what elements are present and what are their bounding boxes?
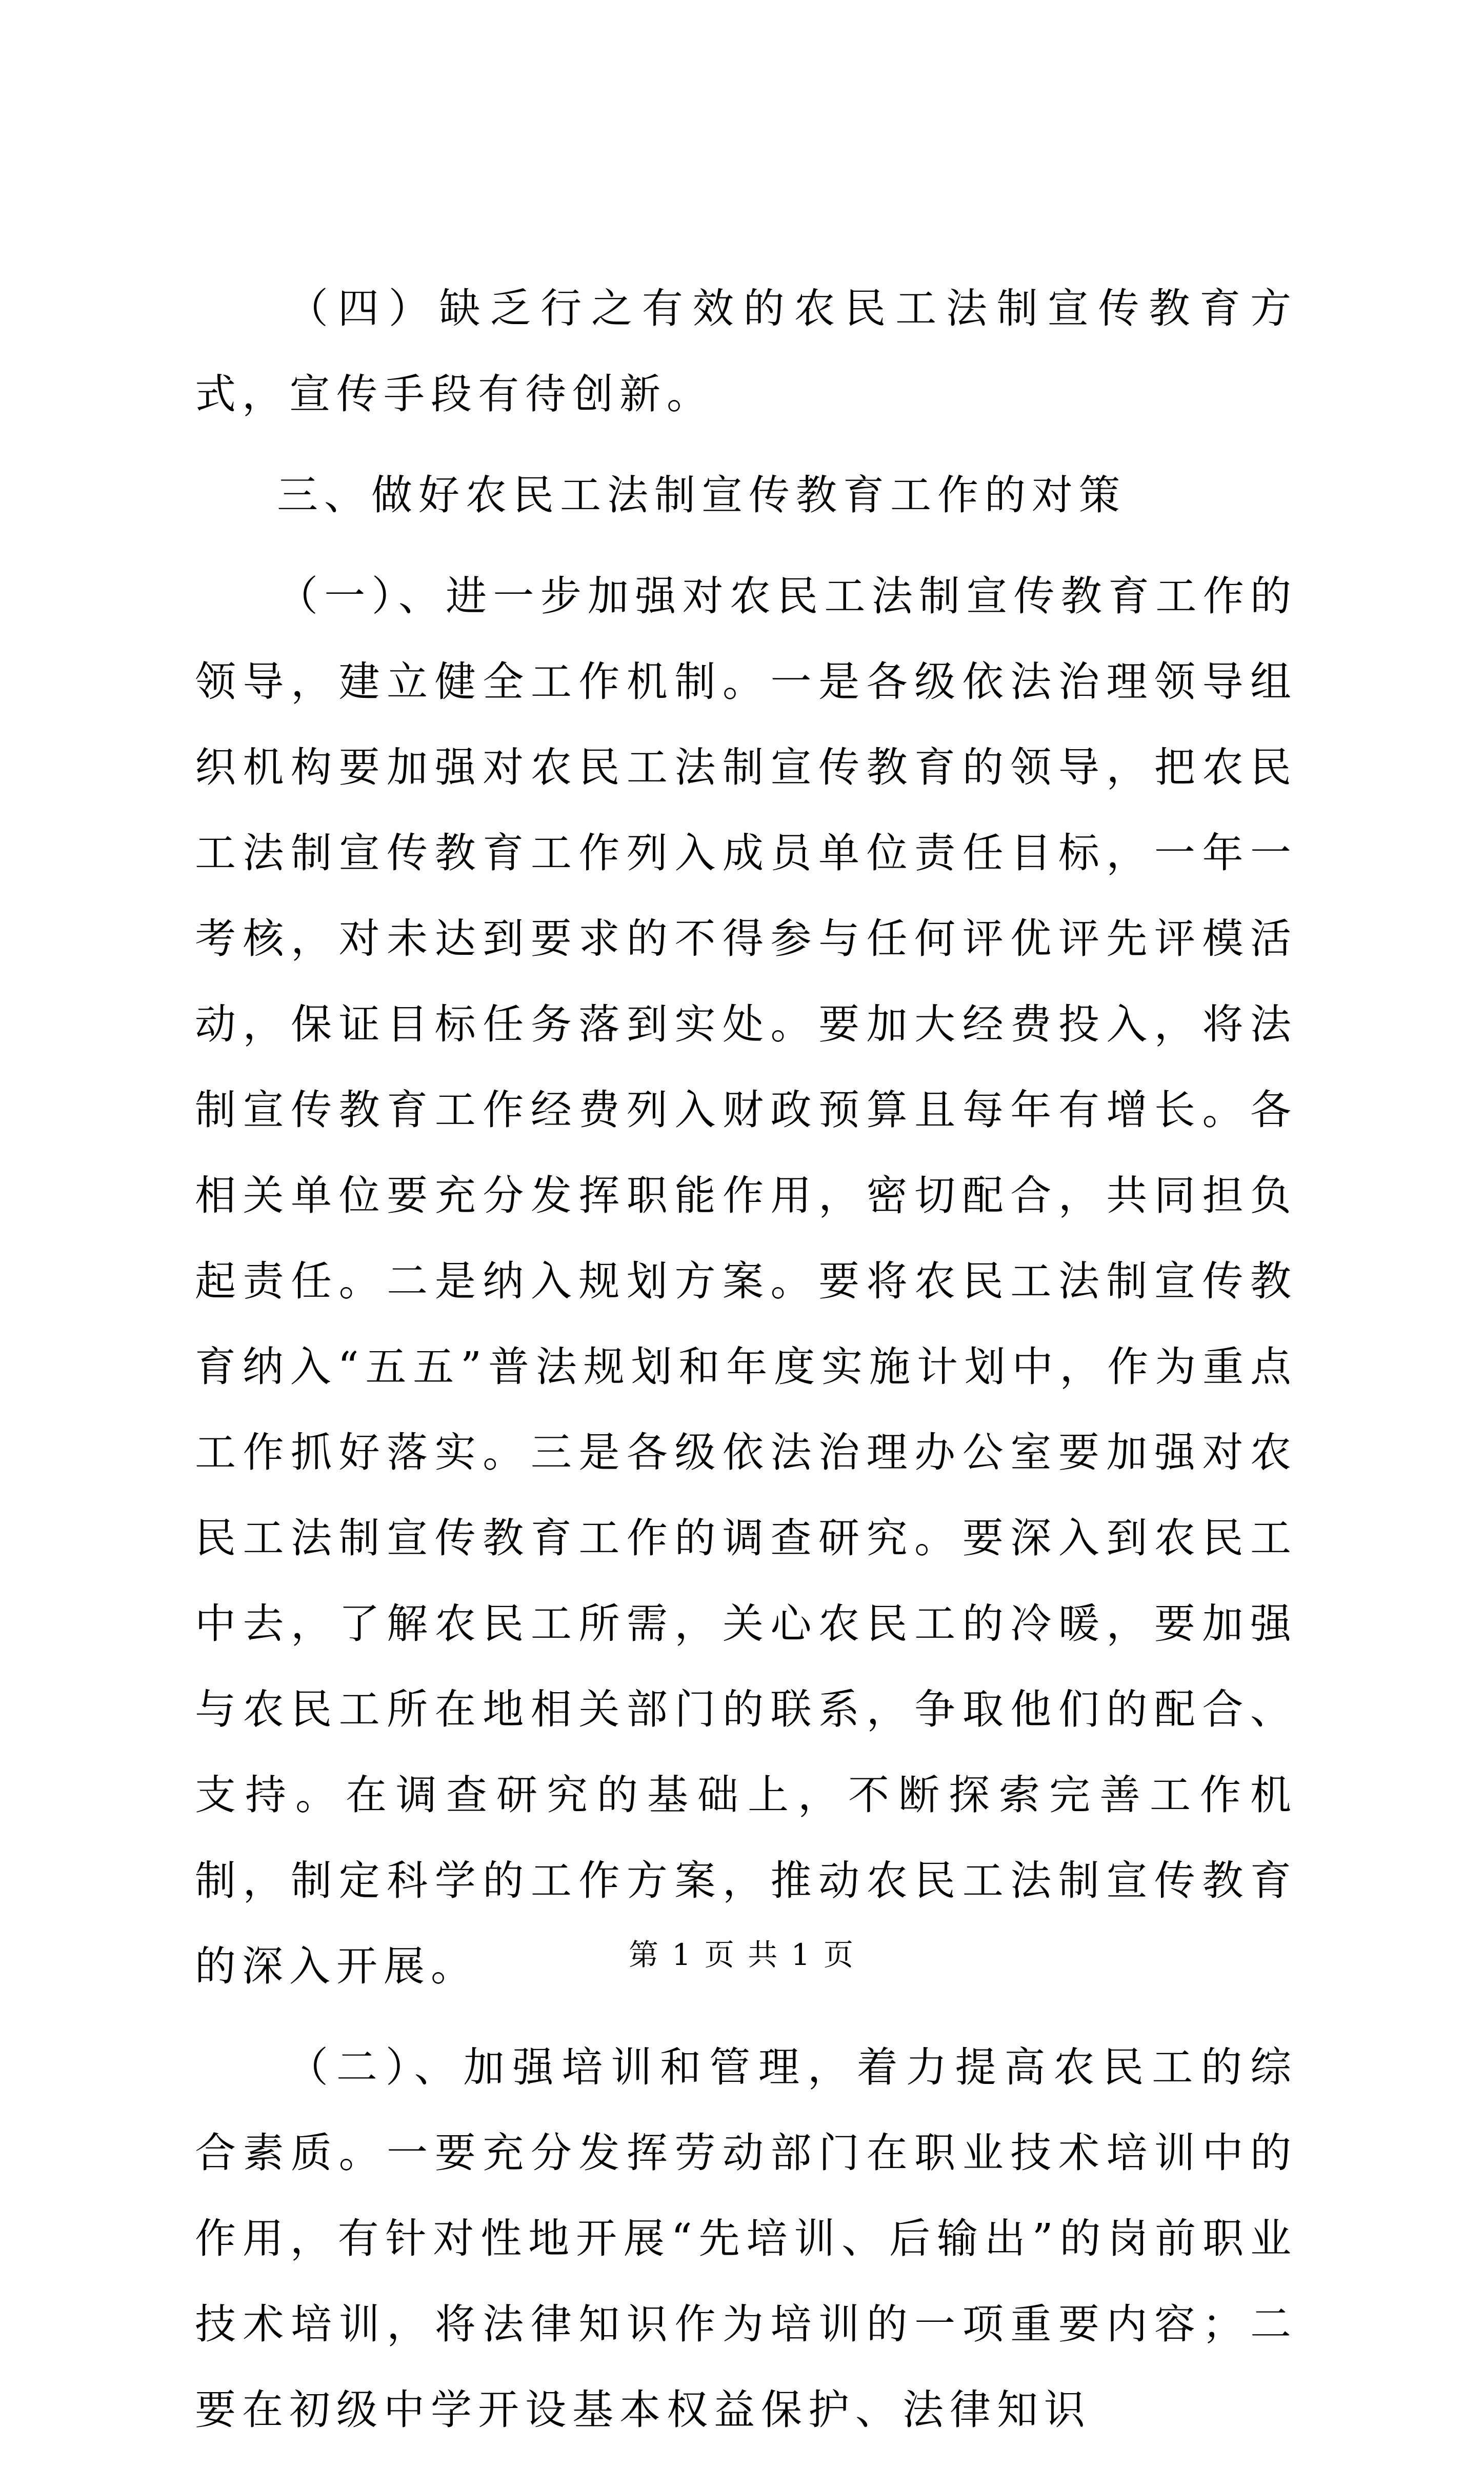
paragraph-countermeasure-1: （一）、进一步加强对农民工法制宣传教育工作的领导，建立健全工作机制。一是各级依法治理领导组织机构要加强对农民工法制宣传教育的领导，把农民工法制宣传教育工作列入成员单位责任目标，一年一考核，对未达到要求的不得参与任何评优评先评模活动，保证目标任务落到实处。要加大经费投入，将法制宣传教育工作经费列入财政预算且每年有增长。各相关单位要充分发挥职能作用，密切配合，共同担负起责任。二是纳入规划方案。要将农民工法制宣传教育纳入“五五”普法规划和年度实施计划中，作为重点工作抓好落实。三是各级依法治理办公室要加强对农民工法制宣传教育工作的调查研究。要深入到农民工中去，了解农民工所需，关心农民工的冷暖，要加强与农民工所在地相关部门的联系，争取他们的配合、支持。在调查研究的基础上，不断探索完善工作机制，制定科学的工作方案，推动农民工法制宣传教育的深入开展。	[195, 572, 1297, 1990]
paragraph-countermeasure-2: （二）、加强培训和管理，着力提高农民工的综合素质。一要充分发挥劳动部门在职业技术培训中的作用，有针对性地开展“先培训、后输出”的岗前职业技术培训，将法律知识作为培训的一项重要内容；二要在初级中学开设基本权益保护、法律知识	[195, 2043, 1297, 2434]
document-body	[195, 266, 1297, 2468]
section-heading-countermeasures: 三、做好农民工法制宣传教育工作的对策	[277, 471, 1126, 519]
paragraph-section-4-issue: （四）缺乏行之有效的农民工法制宣传教育方式，宣传手段有待创新。	[195, 285, 1297, 418]
page-number-footer: 第 1 页 共 1 页	[629, 1937, 855, 1972]
